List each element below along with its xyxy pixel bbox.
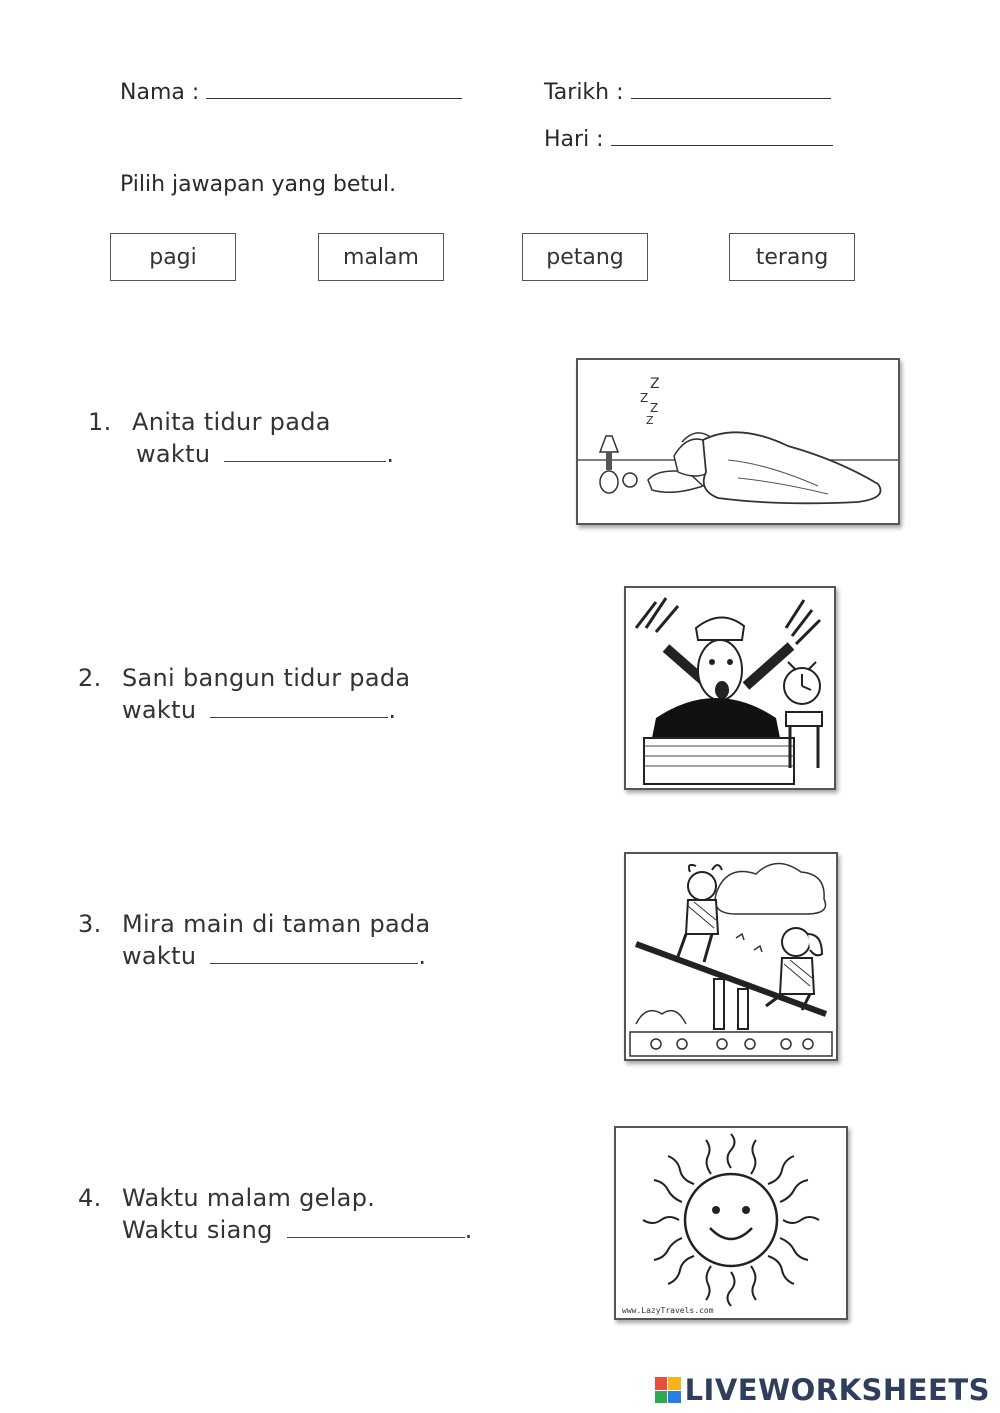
day-input-line[interactable] (611, 145, 833, 146)
date-input-line[interactable] (631, 98, 831, 99)
question-1: 1. Anita tidur pada waktu . (88, 408, 395, 468)
question-number: 2. (78, 664, 102, 692)
question-number: 1. (88, 408, 112, 436)
date-field (544, 80, 831, 105)
svg-text:Z: Z (650, 401, 659, 415)
question-text: Mira main di taman pada (122, 910, 431, 938)
choice-pagi[interactable]: pagi (110, 233, 236, 281)
svg-text:Z: Z (650, 376, 660, 392)
answer-blank-1[interactable] (224, 461, 386, 462)
question-number: 3. (78, 910, 102, 938)
answer-blank-3[interactable] (210, 963, 418, 964)
answer-blank-2[interactable] (210, 717, 388, 718)
children-seesaw-icon (624, 852, 838, 1061)
sleeping-girl-icon (576, 358, 900, 525)
smiling-sun-icon (614, 1126, 848, 1320)
svg-text:Z: Z (640, 391, 649, 405)
question-3: 3. Mira main di taman pada waktu . (78, 910, 431, 970)
liveworksheets-brand (655, 1373, 990, 1407)
answer-blank-4[interactable] (287, 1237, 465, 1238)
choice-terang[interactable]: terang (729, 233, 855, 281)
date-label: Tarikh : (544, 80, 624, 105)
question-text: waktu (122, 942, 197, 970)
question-4: 4. Waktu malam gelap. Waktu siang . (78, 1184, 473, 1244)
question-text: waktu (122, 696, 197, 724)
question-text: Waktu siang (122, 1216, 273, 1244)
choice-petang[interactable]: petang (522, 233, 648, 281)
sleeping-girl-drawing (578, 360, 898, 523)
question-text: Sani bangun tidur pada (122, 664, 411, 692)
name-input-line[interactable] (206, 98, 462, 99)
question-text: waktu (136, 440, 211, 468)
instruction-text: Pilih jawapan yang betul. (120, 172, 397, 197)
day-field (544, 127, 833, 152)
name-label: Nama : (120, 80, 200, 105)
image-credit: www.LazyTravels.com (622, 1306, 714, 1315)
svg-text:Z: Z (646, 414, 654, 427)
waking-man-drawing (626, 588, 834, 788)
waking-man-alarm-clock-icon (624, 586, 836, 790)
question-text: Waktu malam gelap. (122, 1184, 376, 1212)
question-text: Anita tidur pada (132, 408, 331, 436)
question-number: 4. (78, 1184, 102, 1212)
brand-text: LIVEWORKSHEETS (684, 1373, 990, 1407)
liveworksheets-logo-icon (655, 1377, 681, 1403)
question-2: 2. Sani bangun tidur pada waktu . (78, 664, 411, 724)
choice-malam[interactable]: malam (318, 233, 444, 281)
sun-drawing (616, 1128, 846, 1318)
seesaw-drawing (626, 854, 836, 1059)
day-label: Hari : (544, 127, 604, 152)
name-field (120, 80, 462, 105)
